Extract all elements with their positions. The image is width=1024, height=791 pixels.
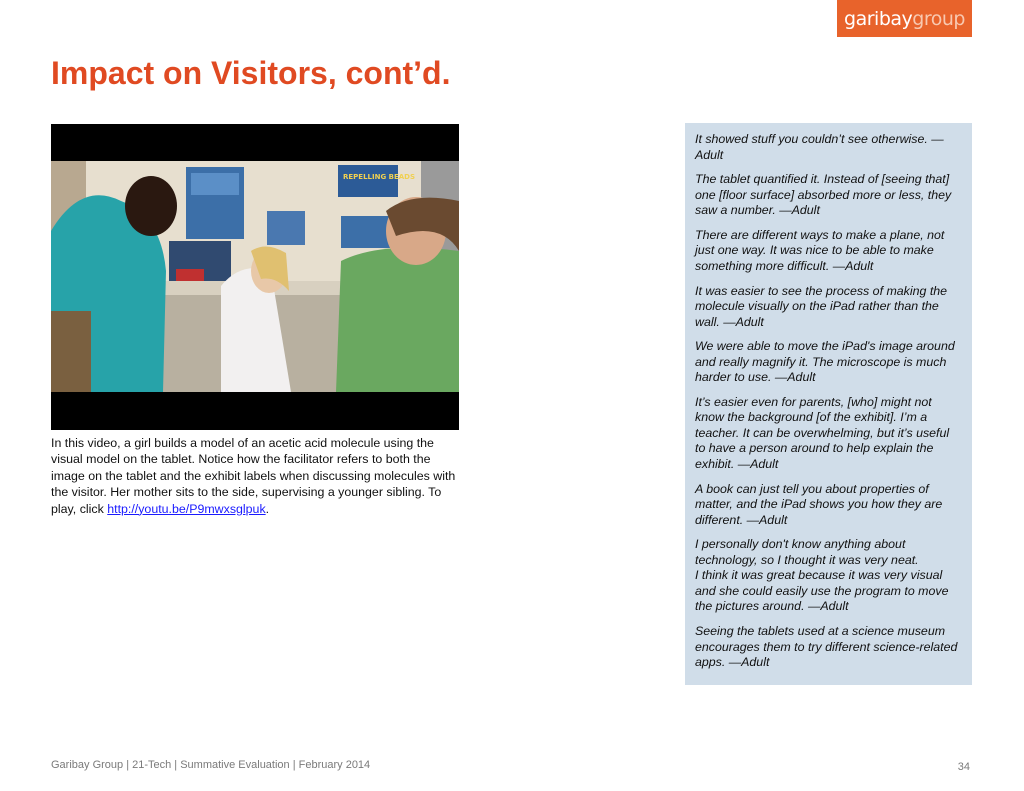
quote-6: It’s easier even for parents, [who] might not know the background [of the exhibit]. I’m a teacher. It can be overwhelming, but it’s useful to have a person around to help explain the exhibit. —Adult — [695, 394, 950, 471]
quote-4: It was easier to see the process of making the molecule visually on the iPad rather than the wall. —Adult — [695, 283, 948, 329]
page-number: 34 — [957, 761, 970, 773]
page-title: Impact on Visitors, cont’d. — [51, 55, 451, 91]
quote-7: A book can just tell you about properties of matter, and the iPad shows you how they are different. —Adult — [695, 481, 943, 527]
visitor-quotes-panel — [685, 123, 972, 685]
quote-1: It showed stuff you couldn’t see otherwise. —Adult — [695, 132, 944, 162]
video-player[interactable] — [51, 124, 459, 430]
quote-8: I personally don't know anything about technology, so I thought it was very neat. I think it was great because it was very visual and she could easily use the program to move the pictures around. —Adult — [695, 537, 949, 614]
video-frame-image — [51, 161, 459, 392]
garibay-group-logo — [837, 0, 972, 37]
logo-text-garibay: garibay — [844, 7, 913, 30]
quote-5: We were able to move the iPad's image around and really magnify it. The microscope is much harder to use. —Adult — [695, 339, 955, 385]
quote-9: Seeing the tablets used at a science museum encourages them to try different science-related apps. —Adult — [695, 624, 958, 669]
video-sign-text: REPELLING BEADS — [343, 173, 416, 181]
logo-text-group: group — [912, 7, 965, 30]
quote-2: The tablet quantified it. Instead of [seeing that] one [floor surface] absorbed more or less, they saw a number. —Adult — [695, 172, 952, 218]
youtube-link[interactable]: http://youtu.be/P9mwxsglpuk — [107, 501, 266, 516]
video-caption-text: In this video, a girl builds a model of an acetic acid molecule using the visual model on the tablet. Notice how the facilitator refers to both the image on the tablet and the exhibit labels when discussing molecules with the visitor. Her mother sits to the side, supervising a younger sibling. To play, click — [51, 436, 456, 516]
footer-text: Garibay Group | 21-Tech | Summative Evaluation | February 2014 — [51, 759, 371, 771]
quote-3: There are different ways to make a plane, not just one way. It was nice to be able to make something more difficult. —Adult — [695, 227, 945, 273]
video-caption-end: . — [265, 501, 270, 516]
video-caption — [51, 435, 461, 517]
